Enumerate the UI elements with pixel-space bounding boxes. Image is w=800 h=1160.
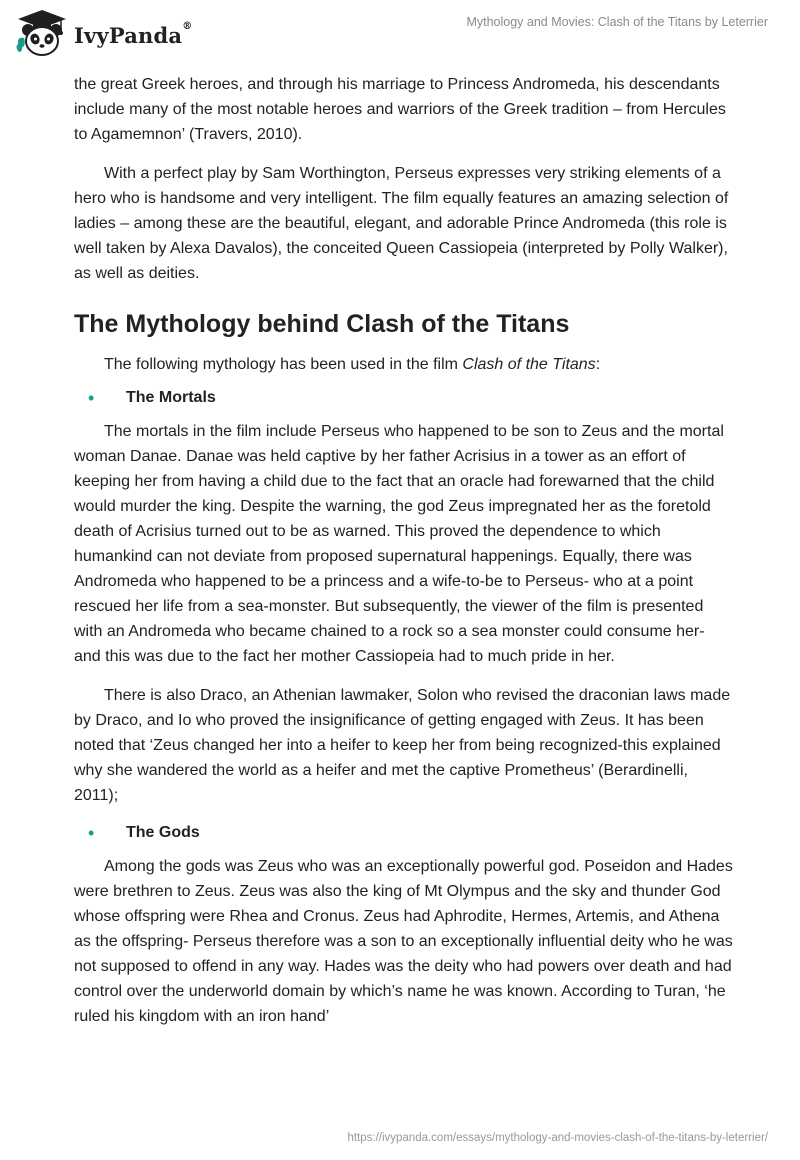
list-item-label: The Mortals (126, 389, 216, 406)
paragraph: With a perfect play by Sam Worthington, Perseus expresses very striking elements of a hero who is handsome and very intelligent. The film equally features an amazing selection of ladies – among these are the beautiful, elegant, and adorable Prince Andromeda (this role is well taken by Alexa Davalos), the conceited Queen Cassiopeia (interpreted by Polly Walker), as well as deities. (74, 165, 729, 282)
paragraph: Among the gods was Zeus who was an exceptionally powerful god. Poseidon and Hades were brethren to Zeus. Zeus was also the king of Mt Olympus and the sky and thunder God whose offspring were Rhea and Cronus. Zeus had Aphrodite, Hermes, Artemis, and Athena as the offspring- Perseus therefore was a son to an exceptionally influential deity who he was not supposed to offend in any way. Hades was the deity who had powers over death and had control over the underworld domain by which’s name he was known. According to Turan, ‘he ruled his kingdom with an iron hand’ (74, 858, 733, 1025)
list-item (88, 385, 734, 411)
list-item-label: The Gods (126, 824, 200, 841)
source-url[interactable]: https://ivypanda.com/essays/mythology-and-movies-clash-of-the-titans-by-leterrier/ (347, 1132, 768, 1144)
page-header (0, 0, 800, 66)
paragraph: There is also Draco, an Athenian lawmaker, Solon who revised the draconian laws made by Draco, and Io who proved the insignificance of getting engaged with Zeus. It has been noted that ‘Zeus changed her into a heifer to keep her from being recognized-this explained why she wandered the world as a heifer and met the captive Prometheus’ (Berardinelli, 2011); (74, 687, 731, 804)
essay-content (74, 72, 734, 1029)
document-title: Mythology and Movies: Clash of the Titans by Leterrier (466, 15, 768, 29)
bullet-dot-icon: • (88, 388, 95, 408)
brand-name: IvyPanda® (74, 20, 193, 48)
list-item (88, 820, 734, 846)
paragraph: the great Greek heroes, and through his marriage to Princess Andromeda, his descendants include many of the most notable heroes and warriors of the Greek tradition – from Hercules to Agamemnon’ (Travers, 2010). (74, 76, 726, 143)
panda-graduate-icon (14, 8, 70, 58)
film-title: Clash of the Titans (462, 356, 596, 373)
paragraph-intro: The following mythology has been used in the film Clash of the Titans: (104, 356, 601, 373)
brand-logo[interactable] (14, 8, 192, 58)
section-heading: The Mythology behind Clash of the Titans (74, 310, 570, 338)
paragraph: The mortals in the film include Perseus who happened to be son to Zeus and the mortal woman Danae. Danae was held captive by her father Acrisius in a tower as an effort of keeping her from having a child due to the fact that an oracle had forewarned that the child would murder the king. Despite the warning, the god Zeus impregnated her as the foretold death of Acrisius turned out to be as warned. This proved the dependence to which humankind can not deviate from proposed supernatural happenings. Equally, there was Andromeda who happened to be a princess and a wife-to-be to Perseus- who at a point rescued her life from a sea-monster. But subsequently, the viewer of the film is presented with an Andromeda who became chained to a rock so a sea monster could consume her- and this was due to the fact her mother Cassiopeia had to much pride in her. (74, 423, 724, 665)
bullet-dot-icon: • (88, 823, 95, 843)
